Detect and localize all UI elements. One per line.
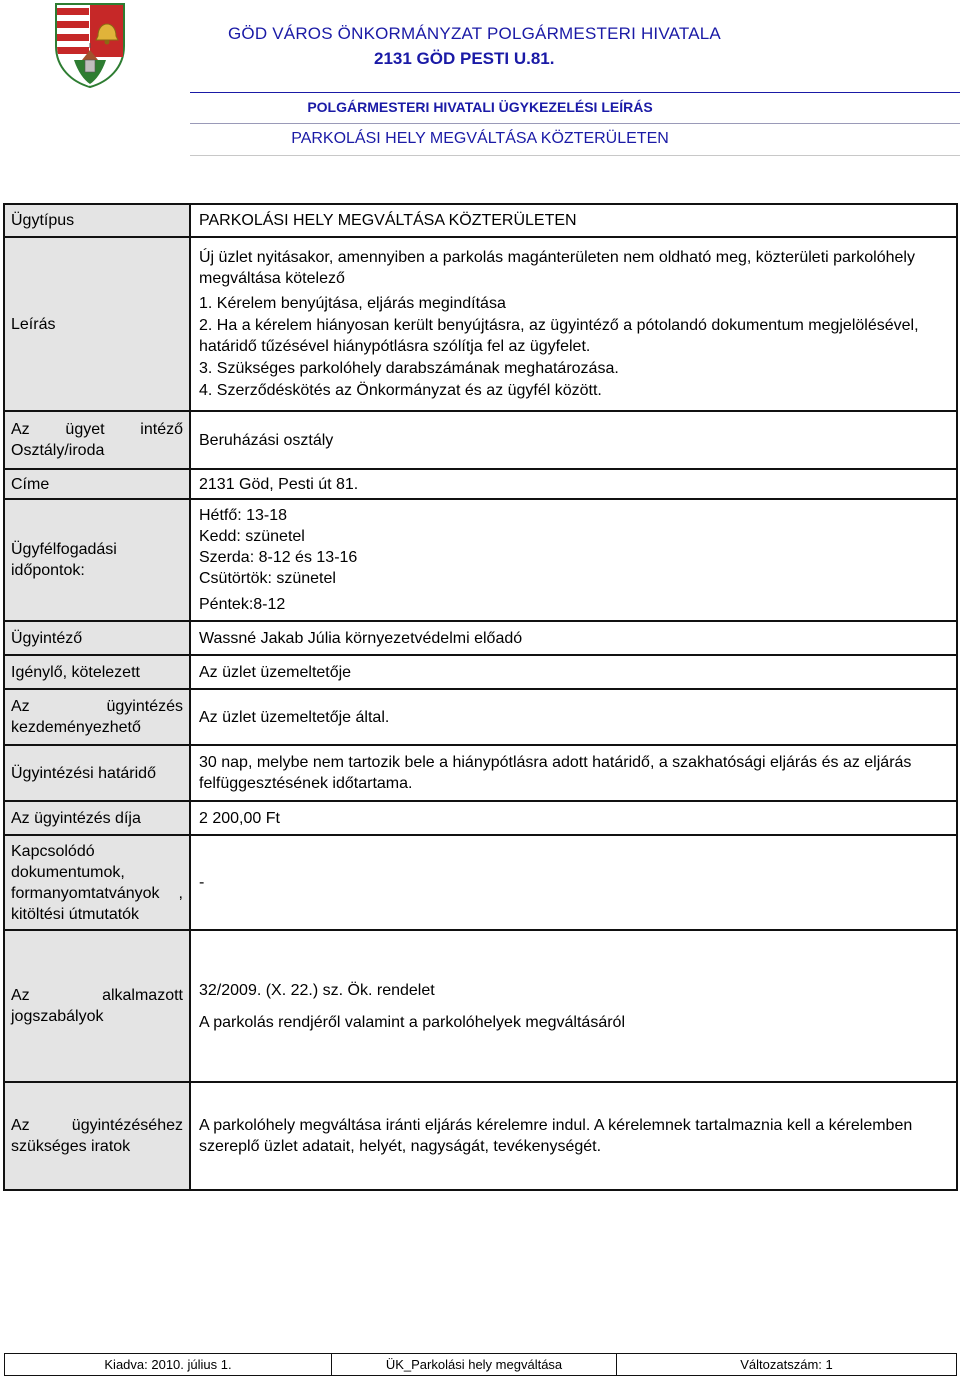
value-ugytipus: PARKOLÁSI HELY MEGVÁLTÁSA KÖZTERÜLETEN — [190, 204, 957, 237]
table-row — [4, 655, 957, 689]
leiras-steps — [199, 293, 950, 401]
label-igenylo: Igénylő, kötelezett — [4, 655, 190, 689]
header-divider — [190, 123, 960, 124]
label-jogszabalyok: Az alkalmazott jogszabályok — [4, 930, 190, 1082]
header-divider — [190, 92, 960, 93]
list-item: 4. Szerződéskötés az Önkormányzat és az ügyfél között. — [199, 381, 602, 399]
hours-line: Péntek:8-12 — [199, 596, 286, 613]
law-reference: 32/2009. (X. 22.) sz. Ök. rendelet — [199, 981, 435, 999]
table-row — [4, 237, 957, 411]
value-jogszabalyok — [190, 930, 957, 1082]
table-row — [4, 1082, 957, 1190]
value-kezdemenyezheto: Az üzlet üzemeltetője által. — [190, 689, 957, 745]
table-row — [4, 621, 957, 655]
footer-version: Változatszám: 1 — [617, 1354, 957, 1376]
label-hatarido: Ügyintézési határidő — [4, 745, 190, 801]
label-ugyfelfogadas: Ügyfélfogadási időpontok: — [4, 499, 190, 621]
hours-line: Hétfő: 13-18 — [199, 507, 288, 524]
label-leiras: Leírás — [4, 237, 190, 411]
value-leiras — [190, 237, 957, 411]
office-name: GÖD VÁROS ÖNKORMÁNYZAT POLGÁRMESTERI HIVATALA — [228, 24, 721, 43]
table-row — [4, 801, 957, 835]
value-hatarido: 30 nap, melybe nem tartozik bele a hiánypótlásra adott határidő, a szakhatósági eljárás és az eljárás felfüggesztésének időtartama. — [190, 745, 957, 801]
list-item: 2. Ha a kérelem hiányosan került benyújtásra, az ügyintéző a pótolandó dokumentum megjelölésével, határidő tűzésével hiánypótlásra szólítja fel az ügyfelet. — [199, 316, 919, 355]
table-row — [5, 1354, 957, 1376]
header-divider — [190, 155, 960, 156]
value-ugyfelfogadas — [190, 499, 957, 621]
footer-doc-code: ÜK_Parkolási hely megváltása — [332, 1354, 617, 1376]
label-cime: Címe — [4, 469, 190, 499]
document-subject: PARKOLÁSI HELY MEGVÁLTÁSA KÖZTERÜLETEN — [291, 130, 669, 147]
label-ugytipus: Ügytípus — [4, 204, 190, 237]
table-row — [4, 204, 957, 237]
label-dij: Az ügyintézés díja — [4, 801, 190, 835]
law-title: A parkolás rendjéről valamint a parkolóhelyek megváltásáról — [199, 1013, 625, 1031]
leiras-intro: Új üzlet nyitásakor, amennyiben a parkolás magánterületen nem oldható meg, közterületi parkolóhely megváltása kötelező — [199, 248, 915, 287]
value-ugyintezo: Wassné Jakab Júlia környezetvédelmi előadó — [190, 621, 957, 655]
document-type: POLGÁRMESTERI HIVATALI ÜGYKEZELÉSI LEÍRÁS — [307, 99, 653, 115]
value-igenylo: Az üzlet üzemeltetője — [190, 655, 957, 689]
label-dokumentumok: Kapcsolódó dokumentumok, formanyomtatványok , kitöltési útmutatók — [4, 835, 190, 930]
table-row — [4, 499, 957, 621]
footer-issued: Kiadva: 2010. július 1. — [5, 1354, 332, 1376]
table-row — [4, 745, 957, 801]
footer-table — [4, 1353, 957, 1376]
table-row — [4, 835, 957, 930]
procedure-table — [3, 203, 958, 1191]
table-row — [4, 689, 957, 745]
value-osztaly: Beruházási osztály — [190, 411, 957, 469]
value-cime: 2131 Göd, Pesti út 81. — [190, 469, 957, 499]
hours-line: Szerda: 8-12 és 13-16 — [199, 549, 358, 566]
label-ugyintezo: Ügyintéző — [4, 621, 190, 655]
table-row — [4, 411, 957, 469]
label-osztaly: Az ügyet intéző Osztály/iroda — [4, 411, 190, 469]
list-item: 3. Szükséges parkolóhely darabszámának meghatározása. — [199, 359, 619, 377]
hours-line: Kedd: szünetel — [199, 528, 305, 545]
table-row — [4, 469, 957, 499]
list-item: 1. Kérelem benyújtása, eljárás megindítása — [199, 294, 506, 312]
value-dokumentumok: - — [190, 835, 957, 930]
label-iratok: Az ügyintézéséhez szükséges iratok — [4, 1082, 190, 1190]
value-dij: 2 200,00 Ft — [190, 801, 957, 835]
office-address: 2131 GÖD PESTI U.81. — [374, 49, 555, 68]
value-iratok: A parkolóhely megváltása iránti eljárás kérelemre indul. A kérelemnek tartalmaznia kell a kérelemben szereplő üzlet adatait, helyét, nagyságát, tevékenységét. — [190, 1082, 957, 1190]
table-row — [4, 930, 957, 1082]
hours-line: Csütörtök: szünetel — [199, 570, 336, 587]
coat-of-arms-icon — [54, 2, 126, 88]
label-kezdemenyezheto: Az ügyintézés kezdeményezhető — [4, 689, 190, 745]
